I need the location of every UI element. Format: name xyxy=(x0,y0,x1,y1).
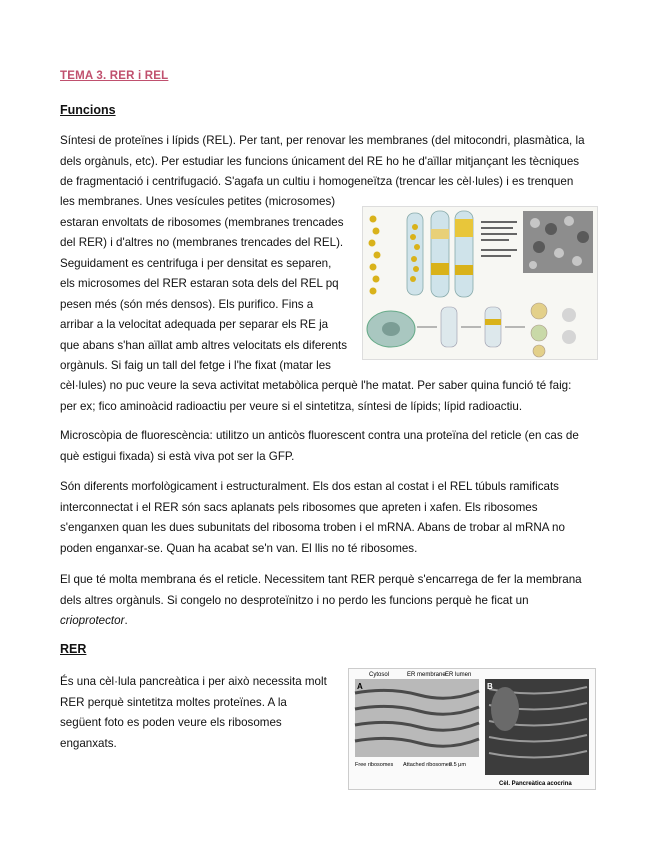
text-line: És una cèl·lula pancreàtica i per això necessita molt xyxy=(60,675,327,688)
text-line: per ex; fico aminoàcid radioactiu per veure si el sintetitza, síntesi de lípids; lípid radioactiu. xyxy=(60,399,523,413)
period: . xyxy=(124,614,128,627)
label-er-membrane: ER membrane xyxy=(407,672,446,678)
label-cytosol: Cytosol xyxy=(369,672,390,678)
figure-caption: Cèl. Pancreàtica acocrina xyxy=(499,781,572,787)
label-free-ribosomes: Free ribosomes xyxy=(355,762,394,768)
micrograph-icon xyxy=(523,211,593,273)
text-line: següent foto es poden veure els ribosomes xyxy=(60,716,282,729)
paragraph-2 xyxy=(60,426,595,467)
text-line: les membranes. Unes vesícules petites (microsomes) xyxy=(60,195,336,208)
text-line: s'enganxen quan les dues subunitats del ribosoma troben i el mRNA. Abans de trobar al mRNA no xyxy=(60,521,565,534)
text-line: arribar a la velocitat adequada per separar els RE ja xyxy=(60,318,329,331)
text-line: de fragmentació i centrifugació. S'agafa un cultiu i homogeneïtza (trencar les cèl·lules) i es trenquen xyxy=(60,175,574,188)
text-line: dels orgànuls, etc). Per estudiar les funcions únicament del RE ho he d'aïllar mitjançant les tècniques xyxy=(60,154,580,168)
text-line xyxy=(60,611,595,632)
paragraph-4 xyxy=(60,570,595,632)
text-line: Són diferents morfològicament i estructuralment. Els dos estan al costat i el REL túbuls ramificats xyxy=(60,480,559,493)
text-line: Microscòpia de fluorescència: utilitzo un anticòs fluorescent contra una proteïna del reticle (en cas de xyxy=(60,429,579,442)
paragraph-5 xyxy=(60,672,336,754)
paragraph-1-top xyxy=(60,131,595,193)
italic-term: crioprotector xyxy=(60,614,125,627)
text-line: cèl·lules) no puc veure la seva activitat metabòlica perquè l'he matat. Per saber quina funció té faig: xyxy=(60,379,572,392)
micrograph-panel-b xyxy=(485,679,589,775)
label-attached-ribosomes: Attached ribosomes xyxy=(403,762,452,768)
label-scale: 0.5 μm xyxy=(449,762,466,768)
text-line: que abans s'han aïllat amb altres velocitats els diferents xyxy=(60,338,348,352)
page-title: TEMA 3. RER i REL xyxy=(60,70,169,82)
test-tube-3-icon xyxy=(455,211,473,297)
text-line: Seguidament es centrifuga i per densitat es separen, xyxy=(60,256,332,270)
panel-b-label: B xyxy=(487,682,493,691)
text-line: orgànuls. Si faig un tall del fetge i l'he fixat (matar les xyxy=(60,359,331,372)
text-line: enganxats. xyxy=(60,736,117,750)
text-line: Síntesi de proteïnes i lípids (REL). Per tant, per renovar les membranes (del mitocondri, plasmàtica, la xyxy=(60,134,585,147)
text-line: RER perquè sintetitza moltes proteïnes. A la xyxy=(60,695,287,709)
text-line: interconnectat i el RER són sacs aplanats pels ribosomes que apreten i xafen. Els ribosomes xyxy=(60,500,538,514)
label-er-lumen: ER lumen xyxy=(445,672,472,678)
section-heading-funcions: Funcions xyxy=(60,103,116,117)
test-tube-2-icon xyxy=(431,211,449,297)
text-line: dels altres orgànuls. Si congelo no desproteïnitzo i no perdo les funcions perquè he ficat un xyxy=(60,593,529,607)
text-line: pesen més (són més densos). Els purifico. Fins a xyxy=(60,297,314,311)
paragraph-1-end xyxy=(60,376,595,417)
section-heading-rer: RER xyxy=(60,642,87,656)
text-line: El que té molta membrana és el reticle. Necessitem tant RER perquè s'encarrega de fer la membrana xyxy=(60,573,582,586)
cell-diagram-icon xyxy=(367,311,415,347)
panel-a-label: A xyxy=(357,682,363,691)
er-micrograph-figure xyxy=(348,668,596,790)
centrifugation-figure xyxy=(362,206,598,360)
text-line: els microsomes del RER estaran sota dels del REL pq xyxy=(60,277,339,290)
test-tube-1-icon xyxy=(407,213,423,295)
text-line: estaran envoltats de ribosomes (membranes trencades xyxy=(60,215,344,229)
text-line: què estigui fixada) si està viva pot ser la GFP. xyxy=(60,449,295,463)
paragraph-1-wrapped xyxy=(60,192,356,377)
text-line: poden enganxar-se. Quan ha acabat se'n van. El llis no té ribosomes. xyxy=(60,541,418,555)
micrograph-panel-a xyxy=(355,679,479,757)
text-line: del RER) i d'altres no (membranes trencades del REL). xyxy=(60,236,344,249)
paragraph-3 xyxy=(60,477,595,559)
